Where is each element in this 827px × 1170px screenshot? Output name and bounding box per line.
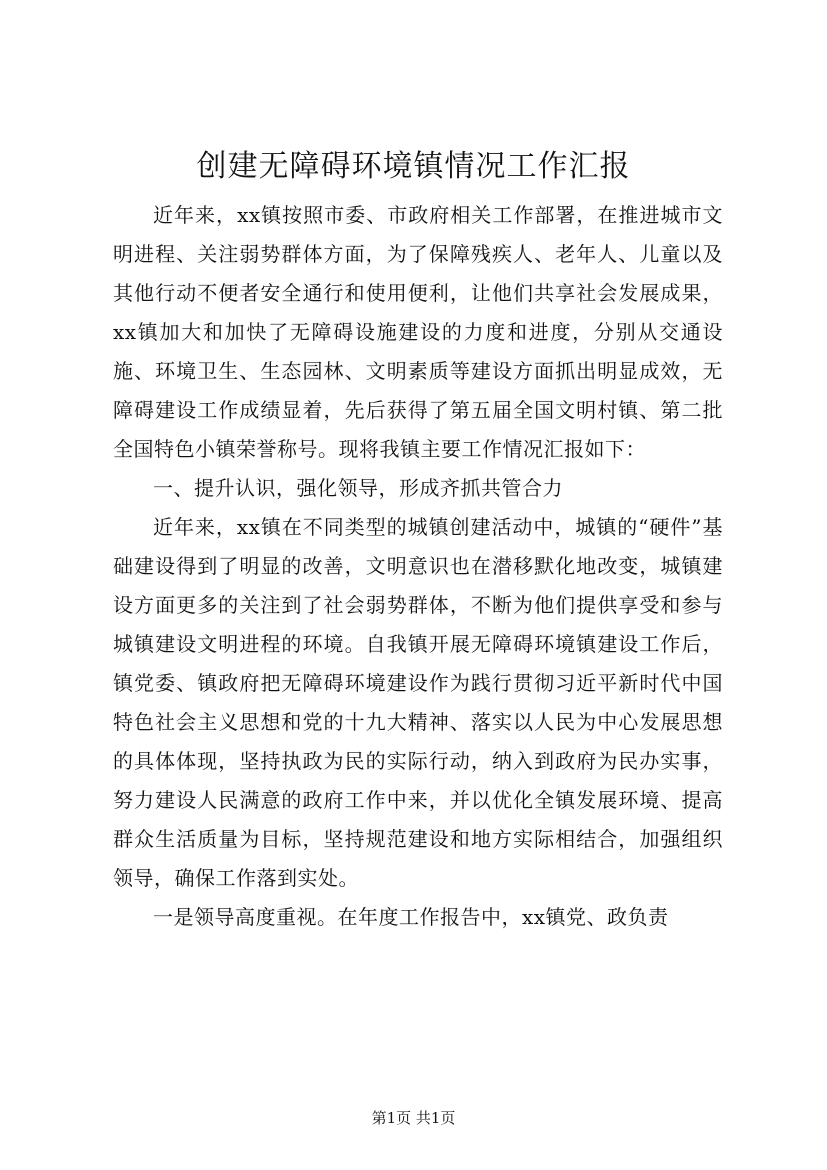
document-title: 创建无障碍环境镇情况工作汇报 [196, 149, 631, 184]
document-body [113, 196, 723, 937]
page-footer: 第1页 共1页 [371, 1109, 456, 1127]
paragraph-intro: 近年来，xx镇按照市委、市政府相关工作部署，在推进城市文明进程、关注弱势群体方面，为了保障残疾人、老年人、儿童以及其他行动不便者安全通行和使用便利，让他们共享社会发展成果，xx镇加大和加快了无障碍设施建设的力度和进度，分别从交通设施、环境卫生、生态园林、文明素质等建设方面抓出明显成效，无障碍建设工作成绩显着，先后获得了第五届全国文明村镇、第二批全国特色小镇荣誉称号。现将我镇主要工作情况汇报如下： [113, 203, 723, 461]
paragraph-leadership: 一是领导高度重视。在年度工作报告中，xx镇党、政负责 [153, 905, 669, 929]
paragraph-section-1: 近年来，xx镇在不同类型的城镇创建活动中，城镇的“硬件”基础建设得到了明显的改善，文明意识也在潜移默化地改变，城镇建设方面更多的关注到了社会弱势群体，不断为他们提供享受和参与城镇建设文明进程的环境。自我镇开展无障碍环境镇建设工作后，镇党委、镇政府把无障碍环境建设作为践行贯彻习近平新时代中国特色社会主义思想和党的十九大精神、落实以人民为中心发展思想的具体体现，坚持执政为民的实际行动，纳入到政府为民办实事，努力建设人民满意的政府工作中来，并以优化全镇发展环境、提高群众生活质量为目标，坚持规范建设和地方实际相结合，加强组织领导，确保工作落到实处。 [113, 515, 723, 890]
section-heading-1: 一、提升认识，强化领导，形成齐抓共管合力 [153, 476, 563, 500]
